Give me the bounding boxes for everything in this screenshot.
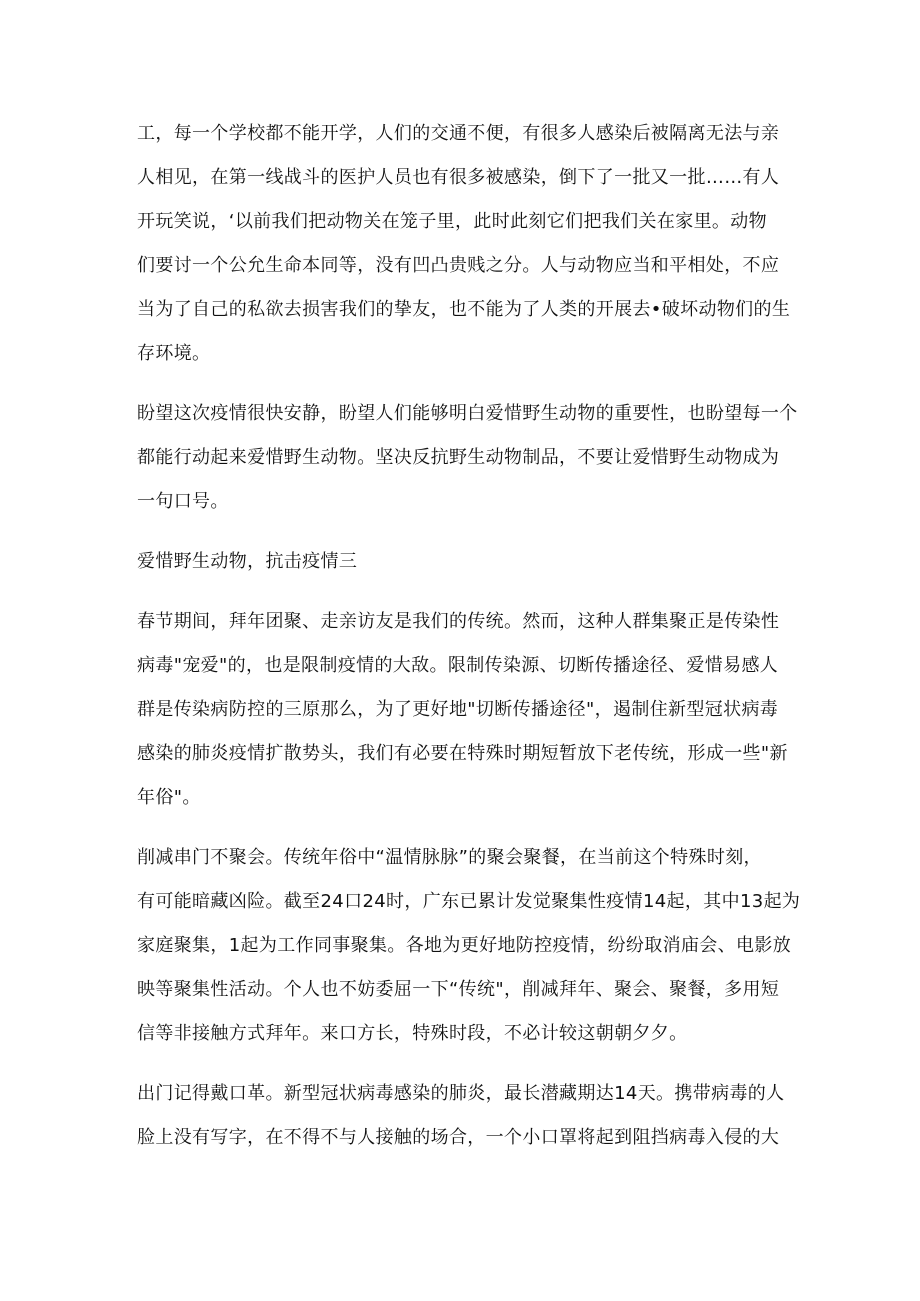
text-line: 人相见，在第一线战斗的医护人员也有很多被感染，倒下了一批又一批……有人: [137, 167, 780, 188]
text-line: 感染的肺炎疫情扩散势头，我们有必要在特殊时期短暂放下老传统，形成一些"新: [137, 743, 788, 764]
paragraph-gap: [137, 584, 792, 600]
paragraph-gap: [137, 1056, 792, 1072]
text-line: 盼望这次疫情很快安静，盼望人们能够明白爱惜野生动物的重要性，也盼望每一个: [137, 403, 798, 424]
text-line: 们要讨一个公允生命本同等，没有凹凸贵贱之分。人与动物应当和平相处，不应: [137, 255, 780, 276]
text-line: 病毒"宠爱"的，也是限制疫情的大敌。限制传染源、切断传播途径、爱惜易感人: [137, 655, 779, 676]
paragraph-gap: [137, 524, 792, 540]
paragraph-gap: [137, 820, 792, 836]
text-line: 当为了自己的私欲去损害我们的挚友，也不能为了人类的开展去•破坏动物们的生: [137, 299, 791, 320]
heading-text: 爱惜野生动物，抗击疫情三: [137, 551, 358, 572]
text-line: 家庭聚集，1起为工作同事聚集。各地为更好地防控疫情，纷纷取消庙会、电影放: [137, 935, 792, 956]
text-line: 群是传染病防控的三原那么，为了更好地"切断传播途径"，遏制住新型冠状病毒: [137, 699, 779, 720]
text-line: 存环境。: [137, 343, 211, 364]
paragraph-5: [137, 1072, 792, 1160]
text-line: 信等非接触方式拜年。来口方长，特殊时段，不必计较这朝朝夕夕。: [137, 1023, 688, 1044]
text-line: 映等聚集性活动。个人也不妨委屈一下“传统"，削减拜年、聚会、聚餐，多用短: [137, 979, 780, 1000]
text-line: 有可能暗藏凶险。截至24口24时，广东已累计发觉聚集性疫情14起，其中13起为: [137, 891, 801, 912]
section-heading: [137, 540, 792, 584]
text-line: 工，每一个学校都不能开学，人们的交通不便，有很多人感染后被隔离无法与亲: [137, 123, 780, 144]
text-line: 一句口号。: [137, 491, 229, 512]
text-line: 年俗"。: [137, 787, 201, 808]
text-line: 都能行动起来爱惜野生动物。坚决反抗野生动物制品，不要让爱惜野生动物成为: [137, 447, 780, 468]
paragraph-4: [137, 836, 801, 1056]
paragraph-2: [137, 392, 798, 524]
text-line: 脸上没有写字，在不得不与人接触的场合，一个小口罩将起到阻挡病毒入侵的大: [137, 1127, 780, 1148]
text-line: 春节期间，拜年团聚、走亲访友是我们的传统。然而，这种人群集聚正是传染性: [137, 611, 780, 632]
paragraph-3: [137, 600, 792, 820]
document-body: [137, 112, 801, 1160]
text-line: 出门记得戴口革。新型冠状病毒感染的肺炎，最长潜藏期达14天。携带病毒的人: [137, 1083, 785, 1104]
paragraph-gap: [137, 376, 792, 392]
paragraph-1: [137, 112, 792, 376]
text-line: 削减串门不聚会。传统年俗中“温情脉脉”的聚会聚餐，在当前这个特殊时刻，: [137, 847, 762, 868]
text-line: 开玩笑说，‘以前我们把动物关在笼子里，此时此刻它们把我们关在家里。动物: [137, 211, 767, 232]
